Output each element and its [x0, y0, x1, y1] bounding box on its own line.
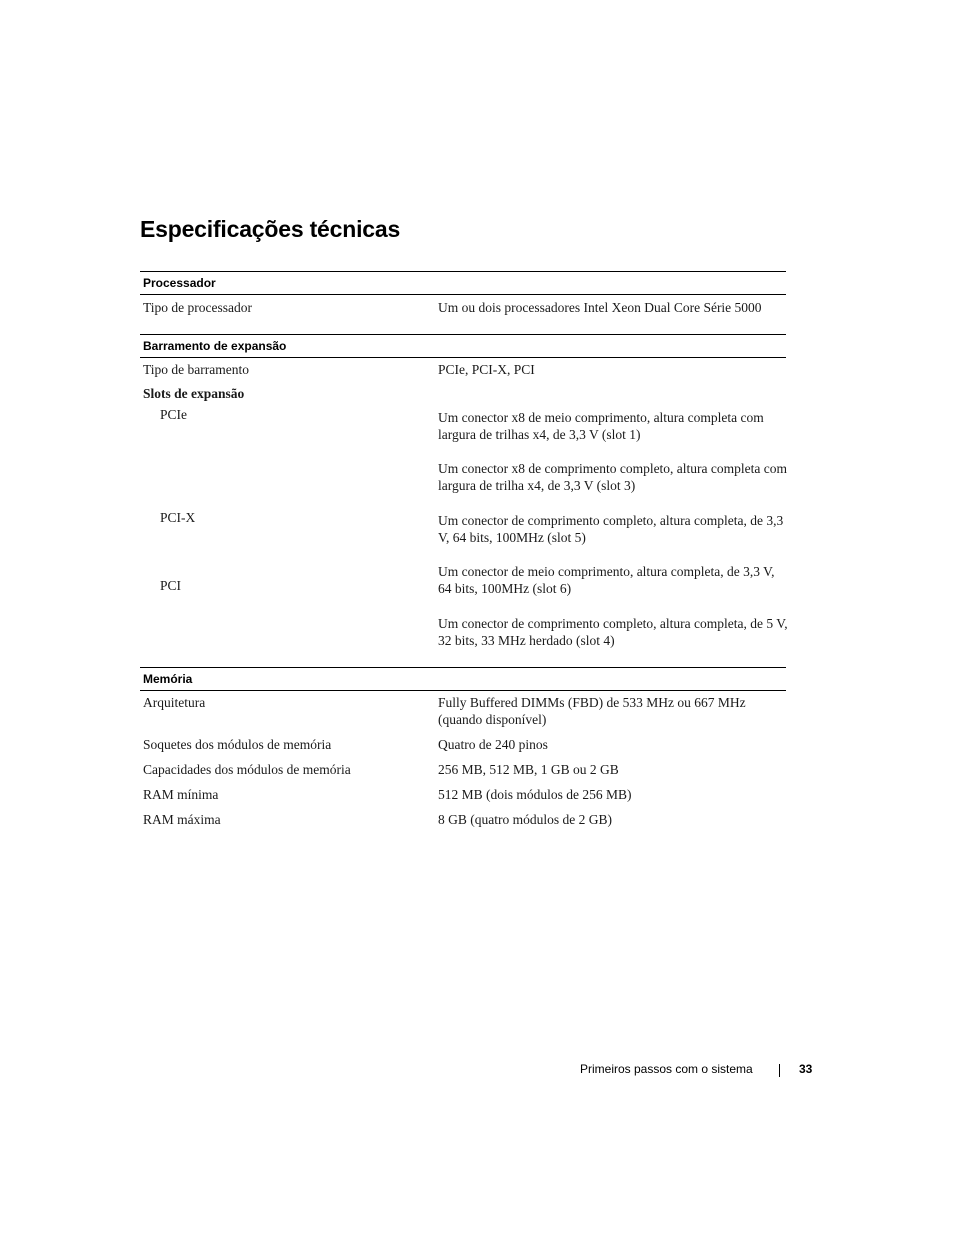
spec-value: Um conector de meio comprimento, altura completa, de 3,3 V, 64 bits, 100MHz (slot 6)	[438, 564, 775, 596]
spec-label: Slots de expansão	[143, 386, 245, 401]
spec-label: RAM máxima	[143, 812, 221, 827]
spec-value: Um conector de comprimento completo, altura completa, de 3,3 V, 64 bits, 100MHz (slot 5)	[438, 513, 784, 545]
section-heading: Memória	[140, 667, 786, 691]
spec-value: Um conector x8 de meio comprimento, altura completa com largura de trilhas x4, de 3,3 V (slot 1)	[438, 410, 764, 442]
spec-value: Quatro de 240 pinos	[438, 737, 548, 752]
spec-label: PCI	[160, 578, 182, 593]
spec-value: 8 GB (quatro módulos de 2 GB)	[438, 812, 612, 827]
spec-label: PCI-X	[160, 510, 196, 525]
spec-label: Tipo de barramento	[143, 362, 249, 377]
spec-label: Tipo de processador	[143, 300, 252, 315]
spec-label: RAM mínima	[143, 787, 219, 802]
page-title: Especificações técnicas	[140, 216, 401, 242]
spec-label: Capacidades dos módulos de memória	[143, 762, 351, 777]
spec-value: Um ou dois processadores Intel Xeon Dual Core Série 5000	[438, 300, 762, 315]
processor-section	[140, 271, 786, 315]
page-number: 33	[799, 1062, 813, 1076]
section-heading: Barramento de expansão	[140, 334, 786, 358]
page-footer	[580, 1062, 813, 1076]
footer-divider	[779, 1064, 780, 1077]
spec-value: 512 MB (dois módulos de 256 MB)	[438, 787, 632, 802]
spec-value: PCIe, PCI-X, PCI	[438, 362, 535, 377]
section-heading: Processador	[140, 271, 786, 295]
spec-value: 256 MB, 512 MB, 1 GB ou 2 GB	[438, 762, 619, 777]
spec-label: Soquetes dos módulos de memória	[143, 737, 332, 752]
spec-value: Fully Buffered DIMMs (FBD) de 533 MHz ou 667 MHz (quando disponível)	[438, 695, 746, 727]
spec-label: Arquitetura	[143, 695, 206, 710]
spec-value: Um conector de comprimento completo, altura completa, de 5 V, 32 bits, 33 MHz herdado (slot 4)	[438, 616, 788, 648]
spec-value: Um conector x8 de comprimento completo, altura completa com largura de trilha x4, de 3,3 V (slot 3)	[438, 461, 788, 493]
expansion-bus-section	[140, 334, 788, 648]
footer-section-title: Primeiros passos com o sistema	[580, 1062, 753, 1076]
spec-label: PCIe	[160, 407, 187, 422]
memory-section	[140, 667, 786, 827]
